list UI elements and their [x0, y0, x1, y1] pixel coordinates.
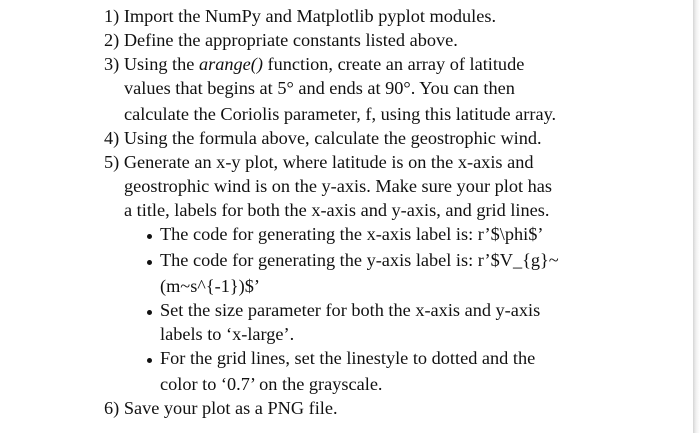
step-1-text: Import the NumPy and Matplotlib pyplot modules. [123, 6, 497, 26]
step-3-line-3: calculate the Coriolis parameter, f, using this latitude array. [124, 104, 557, 124]
step-6-text: Save your plot as a PNG file. [123, 398, 338, 418]
bullet-4-line-2: color to ‘0.7’ on the grayscale. [160, 374, 383, 394]
step-5-line-2: geostrophic wind is on the y-axis. Make sure your plot has [124, 176, 553, 196]
page-edge-shadow [693, 0, 700, 433]
step-3-text-after: function, create an array of latitude [262, 54, 525, 74]
step-5-number: 5) [104, 152, 120, 172]
step-3-number: 3) [104, 54, 120, 74]
step-4-text: Using the formula above, calculate the geostrophic wind. [123, 128, 542, 148]
step-5-text: Generate an x-y plot, where latitude is on the x-axis and [123, 152, 534, 172]
bullet-2-line-2: (m~s^{-1})$’ [160, 276, 260, 296]
step-6 [104, 398, 338, 418]
step-1-number: 1) [104, 6, 120, 26]
bullet-1-text: The code for generating the x-axis label is: r’$\phi$’ [160, 224, 544, 244]
bullet-3-text: Set the size parameter for both the x-axis and y-axis [160, 300, 541, 320]
step-3 [104, 54, 524, 74]
step-2-number: 2) [104, 30, 120, 50]
step-5-line-3: a title, labels for both the x-axis and y-axis, and grid lines. [124, 200, 550, 220]
bullet-3-line-2: labels to ‘x-large’. [160, 324, 295, 344]
step-2-text: Define the appropriate constants listed above. [123, 30, 458, 50]
step-3-text-before: Using the [123, 54, 199, 74]
step-2 [104, 30, 458, 50]
step-4-number: 4) [104, 128, 120, 148]
bullet-2-dot [147, 260, 152, 265]
step-3-line-2: values that begins at 5° and ends at 90°. You can then [124, 78, 515, 98]
step-3-function-name: arange() [198, 54, 263, 74]
step-6-number: 6) [104, 398, 120, 418]
bullet-3-dot [147, 310, 152, 315]
step-5 [104, 152, 533, 172]
bullet-4-dot [147, 358, 152, 363]
step-4 [104, 128, 542, 148]
bullet-1-dot [147, 234, 152, 239]
step-1 [104, 6, 496, 26]
bullet-4-text: For the grid lines, set the linestyle to dotted and the [160, 348, 536, 368]
bullet-2-text: The code for generating the y-axis label is: r’$V_{g}~ [160, 250, 559, 270]
